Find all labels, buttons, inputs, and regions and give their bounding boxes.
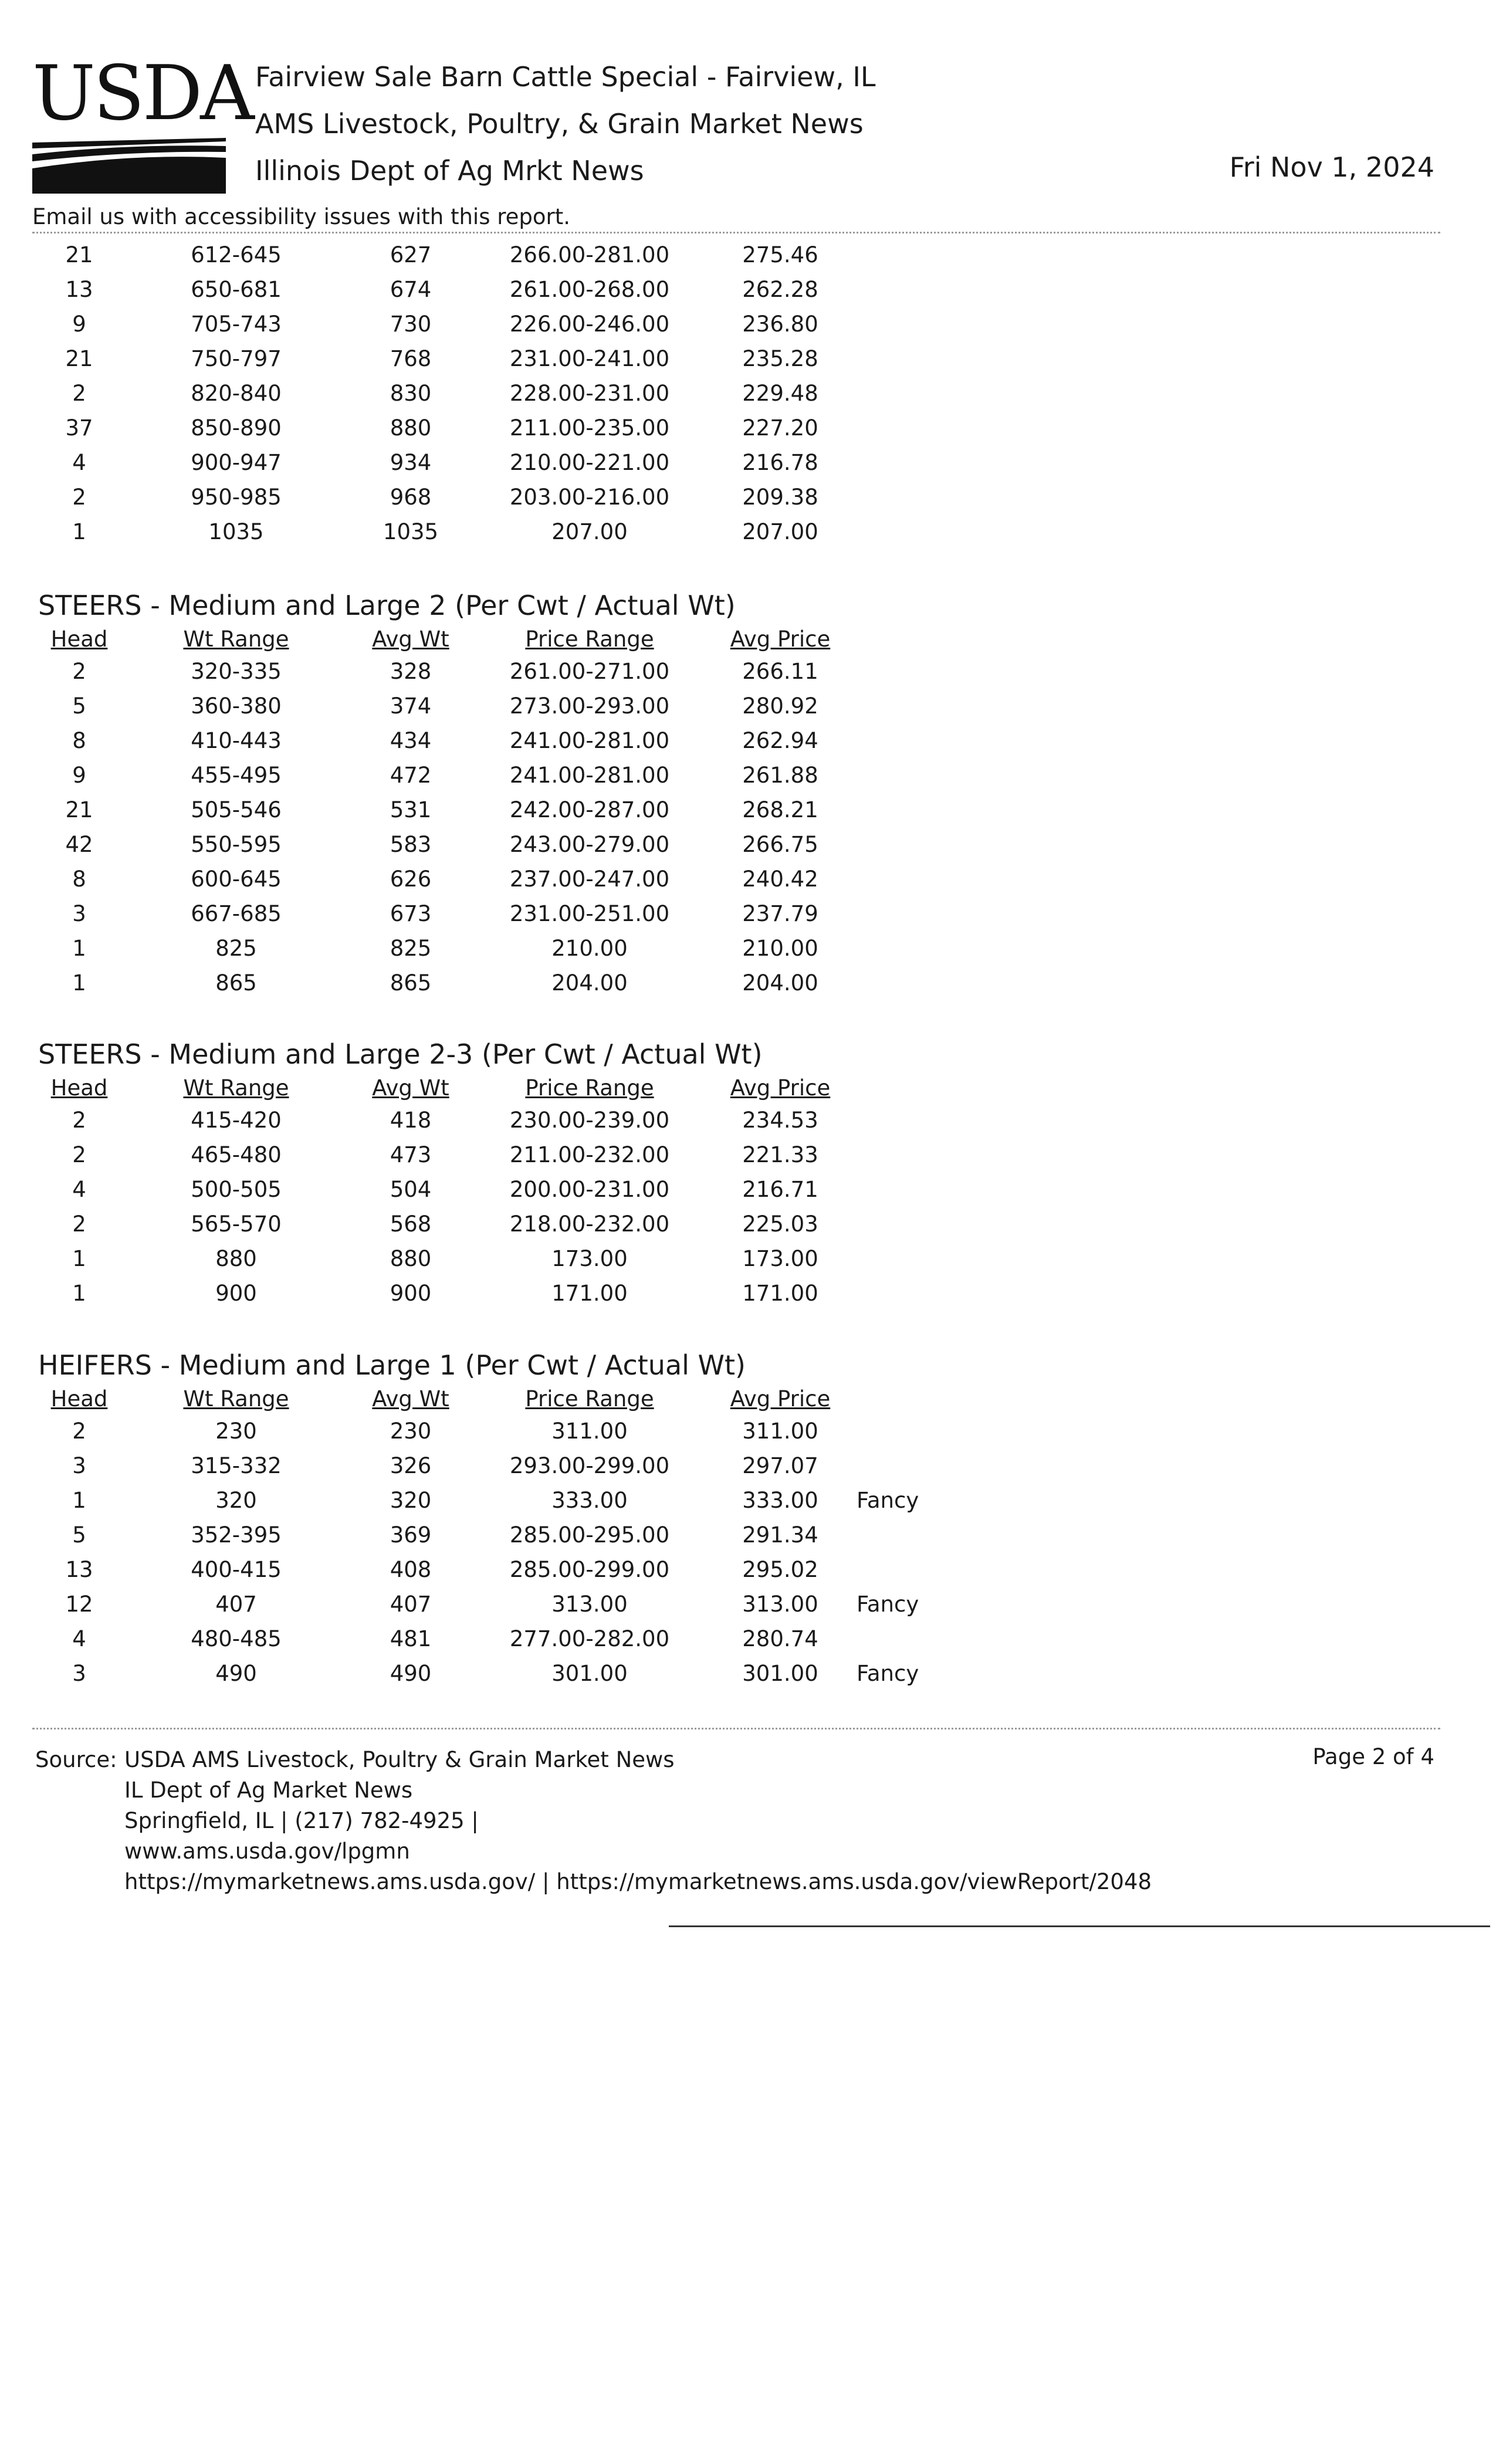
column-header-avg-price: Avg Price xyxy=(730,1386,831,1412)
cell-head: 9 xyxy=(72,312,86,337)
cell-avg-wt: 627 xyxy=(390,242,432,268)
report-office: Illinois Dept of Ag Mrkt News xyxy=(255,155,644,187)
cell-wt-range: 505-546 xyxy=(191,797,282,823)
cell-price-range: 231.00-241.00 xyxy=(509,346,670,371)
cell-price-range: 226.00-246.00 xyxy=(509,312,670,337)
cell-head: 1 xyxy=(72,970,86,996)
cell-avg-wt: 583 xyxy=(390,832,432,857)
cell-avg-wt: 490 xyxy=(390,1661,432,1686)
cell-avg-wt: 504 xyxy=(390,1177,432,1202)
cell-avg-wt: 900 xyxy=(390,1281,432,1306)
cell-price-range: 241.00-281.00 xyxy=(509,763,670,788)
cell-head: 4 xyxy=(72,450,86,475)
cell-avg-price: 240.42 xyxy=(742,867,818,892)
report-agency: AMS Livestock, Poultry, & Grain Market News xyxy=(255,108,864,140)
cell-head: 5 xyxy=(72,1522,86,1548)
cell-wt-range: 750-797 xyxy=(191,346,282,371)
cell-wt-range: 950-985 xyxy=(191,485,282,510)
cell-avg-price: 207.00 xyxy=(742,519,818,544)
cell-avg-price: 333.00 xyxy=(742,1488,818,1513)
cell-price-range: 273.00-293.00 xyxy=(509,693,670,719)
cell-price-range: 211.00-235.00 xyxy=(509,415,670,441)
cell-head: 4 xyxy=(72,1177,86,1202)
cell-avg-wt: 830 xyxy=(390,381,432,406)
cell-wt-range: 705-743 xyxy=(191,312,282,337)
cell-price-range: 277.00-282.00 xyxy=(509,1626,670,1651)
cell-avg-price: 262.94 xyxy=(742,728,818,753)
cell-avg-wt: 568 xyxy=(390,1211,432,1237)
cell-price-range: 228.00-231.00 xyxy=(509,381,670,406)
cell-price-range: 218.00-232.00 xyxy=(509,1211,670,1237)
cell-head: 1 xyxy=(72,1246,86,1271)
cell-avg-wt: 768 xyxy=(390,346,432,371)
accessibility-email-link[interactable]: Email us with accessibility issues with this report. xyxy=(32,204,570,229)
cell-wt-range: 320-335 xyxy=(191,659,282,684)
cell-head: 1 xyxy=(72,1488,86,1513)
cell-grade-note: Fancy xyxy=(857,1592,919,1617)
cell-price-range: 285.00-299.00 xyxy=(509,1557,670,1582)
cell-head: 5 xyxy=(72,693,86,719)
cell-avg-wt: 1035 xyxy=(383,519,439,544)
cell-wt-range: 415-420 xyxy=(191,1108,282,1133)
cell-avg-price: 261.88 xyxy=(742,763,818,788)
cell-wt-range: 550-595 xyxy=(191,832,282,857)
cell-avg-price: 262.28 xyxy=(742,277,818,302)
cell-wt-range: 465-480 xyxy=(191,1142,282,1167)
cell-avg-wt: 865 xyxy=(390,970,432,996)
cell-price-range: 210.00 xyxy=(551,936,628,961)
page-number: Page 2 of 4 xyxy=(1312,1744,1434,1769)
cell-avg-price: 311.00 xyxy=(742,1419,818,1444)
cell-avg-wt: 531 xyxy=(390,797,432,823)
bottom-rule xyxy=(669,1925,1490,1927)
cell-avg-price: 225.03 xyxy=(742,1211,818,1237)
cell-wt-range: 407 xyxy=(215,1592,257,1617)
column-header-price-range: Price Range xyxy=(525,1386,654,1412)
cell-avg-wt: 674 xyxy=(390,277,432,302)
cell-avg-wt: 880 xyxy=(390,1246,432,1271)
cell-avg-wt: 673 xyxy=(390,901,432,926)
cell-avg-wt: 326 xyxy=(390,1453,432,1478)
cell-wt-range: 455-495 xyxy=(191,763,282,788)
cell-head: 21 xyxy=(65,346,93,371)
column-header-avg-price: Avg Price xyxy=(730,627,831,652)
cell-avg-price: 210.00 xyxy=(742,936,818,961)
cell-avg-price: 236.80 xyxy=(742,312,818,337)
column-header-price-range: Price Range xyxy=(525,1075,654,1101)
header-divider xyxy=(32,232,1440,233)
cell-price-range: 230.00-239.00 xyxy=(509,1108,670,1133)
cell-head: 2 xyxy=(72,381,86,406)
cell-head: 37 xyxy=(65,415,93,441)
cell-price-range: 210.00-221.00 xyxy=(509,450,670,475)
cell-avg-price: 266.75 xyxy=(742,832,818,857)
cell-avg-wt: 730 xyxy=(390,312,432,337)
footer-source-line2: IL Dept of Ag Market News xyxy=(124,1778,413,1803)
cell-head: 2 xyxy=(72,1142,86,1167)
column-header-avg-wt: Avg Wt xyxy=(372,1075,449,1101)
footer-report-links[interactable]: https://mymarketnews.ams.usda.gov/ | https://mymarketnews.ams.usda.gov/viewReport/2048 xyxy=(124,1869,1152,1894)
column-header-wt-range: Wt Range xyxy=(183,1075,289,1101)
cell-head: 3 xyxy=(72,901,86,926)
cell-wt-range: 850-890 xyxy=(191,415,282,441)
cell-avg-price: 171.00 xyxy=(742,1281,818,1306)
section-title: STEERS - Medium and Large 2 (Per Cwt / Actual Wt) xyxy=(38,590,736,621)
cell-head: 2 xyxy=(72,1211,86,1237)
cell-avg-wt: 968 xyxy=(390,485,432,510)
cell-avg-price: 268.21 xyxy=(742,797,818,823)
cell-avg-price: 280.74 xyxy=(742,1626,818,1651)
cell-avg-wt: 407 xyxy=(390,1592,432,1617)
cell-head: 1 xyxy=(72,936,86,961)
cell-avg-wt: 434 xyxy=(390,728,432,753)
cell-avg-price: 227.20 xyxy=(742,415,818,441)
cell-avg-price: 216.78 xyxy=(742,450,818,475)
footer-source-line3: Springfield, IL | (217) 782-4925 | xyxy=(124,1808,479,1833)
cell-avg-price: 204.00 xyxy=(742,970,818,996)
cell-price-range: 333.00 xyxy=(551,1488,628,1513)
cell-wt-range: 825 xyxy=(215,936,257,961)
cell-head: 21 xyxy=(65,242,93,268)
cell-avg-price: 209.38 xyxy=(742,485,818,510)
cell-avg-wt: 320 xyxy=(390,1488,432,1513)
cell-price-range: 211.00-232.00 xyxy=(509,1142,670,1167)
cell-price-range: 293.00-299.00 xyxy=(509,1453,670,1478)
column-header-head: Head xyxy=(50,627,108,652)
cell-price-range: 311.00 xyxy=(551,1419,628,1444)
cell-head: 3 xyxy=(72,1453,86,1478)
cell-avg-price: 235.28 xyxy=(742,346,818,371)
cell-avg-price: 229.48 xyxy=(742,381,818,406)
cell-price-range: 241.00-281.00 xyxy=(509,728,670,753)
cell-avg-price: 237.79 xyxy=(742,901,818,926)
cell-wt-range: 900 xyxy=(215,1281,257,1306)
cell-head: 2 xyxy=(72,485,86,510)
cell-avg-price: 313.00 xyxy=(742,1592,818,1617)
cell-head: 21 xyxy=(65,797,93,823)
cell-avg-wt: 473 xyxy=(390,1142,432,1167)
cell-wt-range: 320 xyxy=(215,1488,257,1513)
column-header-wt-range: Wt Range xyxy=(183,627,289,652)
cell-head: 8 xyxy=(72,728,86,753)
cell-wt-range: 865 xyxy=(215,970,257,996)
cell-wt-range: 480-485 xyxy=(191,1626,282,1651)
cell-price-range: 242.00-287.00 xyxy=(509,797,670,823)
cell-price-range: 301.00 xyxy=(551,1661,628,1686)
cell-head: 9 xyxy=(72,763,86,788)
cell-price-range: 243.00-279.00 xyxy=(509,832,670,857)
cell-head: 1 xyxy=(72,1281,86,1306)
cell-head: 2 xyxy=(72,1419,86,1444)
cell-grade-note: Fancy xyxy=(857,1488,919,1513)
cell-head: 3 xyxy=(72,1661,86,1686)
cell-avg-price: 295.02 xyxy=(742,1557,818,1582)
report-title: Fairview Sale Barn Cattle Special - Fairview, IL xyxy=(255,61,876,93)
cell-avg-price: 234.53 xyxy=(742,1108,818,1133)
column-header-head: Head xyxy=(50,1075,108,1101)
cell-wt-range: 820-840 xyxy=(191,381,282,406)
cell-avg-wt: 481 xyxy=(390,1626,432,1651)
cell-head: 8 xyxy=(72,867,86,892)
cell-price-range: 313.00 xyxy=(551,1592,628,1617)
cell-avg-price: 266.11 xyxy=(742,659,818,684)
cell-avg-price: 291.34 xyxy=(742,1522,818,1548)
cell-avg-wt: 472 xyxy=(390,763,432,788)
cell-avg-wt: 328 xyxy=(390,659,432,684)
cell-price-range: 261.00-271.00 xyxy=(509,659,670,684)
column-header-wt-range: Wt Range xyxy=(183,1386,289,1412)
cell-price-range: 266.00-281.00 xyxy=(509,242,670,268)
column-header-price-range: Price Range xyxy=(525,627,654,652)
cell-avg-wt: 374 xyxy=(390,693,432,719)
cell-wt-range: 900-947 xyxy=(191,450,282,475)
column-header-avg-wt: Avg Wt xyxy=(372,627,449,652)
cell-avg-wt: 825 xyxy=(390,936,432,961)
cell-avg-wt: 369 xyxy=(390,1522,432,1548)
cell-avg-price: 221.33 xyxy=(742,1142,818,1167)
cell-avg-wt: 626 xyxy=(390,867,432,892)
cell-head: 42 xyxy=(65,832,93,857)
footer-divider xyxy=(32,1728,1440,1729)
footer-source-line1: USDA AMS Livestock, Poultry & Grain Market News xyxy=(124,1747,675,1772)
report-date: Fri Nov 1, 2024 xyxy=(1229,151,1434,183)
cell-price-range: 237.00-247.00 xyxy=(509,867,670,892)
footer-website-link[interactable]: www.ams.usda.gov/lpgmn xyxy=(124,1839,410,1864)
cell-price-range: 203.00-216.00 xyxy=(509,485,670,510)
cell-avg-wt: 880 xyxy=(390,415,432,441)
usda-logo xyxy=(32,50,252,191)
column-header-avg-wt: Avg Wt xyxy=(372,1386,449,1412)
cell-wt-range: 230 xyxy=(215,1419,257,1444)
section-title: HEIFERS - Medium and Large 1 (Per Cwt / Actual Wt) xyxy=(38,1349,746,1381)
cell-wt-range: 650-681 xyxy=(191,277,282,302)
cell-avg-wt: 408 xyxy=(390,1557,432,1582)
cell-wt-range: 1035 xyxy=(208,519,264,544)
cell-price-range: 231.00-251.00 xyxy=(509,901,670,926)
cell-head: 2 xyxy=(72,1108,86,1133)
cell-price-range: 200.00-231.00 xyxy=(509,1177,670,1202)
column-header-head: Head xyxy=(50,1386,108,1412)
cell-avg-wt: 934 xyxy=(390,450,432,475)
cell-wt-range: 400-415 xyxy=(191,1557,282,1582)
cell-avg-price: 297.07 xyxy=(742,1453,818,1478)
cell-price-range: 261.00-268.00 xyxy=(509,277,670,302)
cell-price-range: 171.00 xyxy=(551,1281,628,1306)
cell-wt-range: 667-685 xyxy=(191,901,282,926)
cell-price-range: 173.00 xyxy=(551,1246,628,1271)
cell-wt-range: 880 xyxy=(215,1246,257,1271)
cell-wt-range: 410-443 xyxy=(191,728,282,753)
cell-avg-price: 275.46 xyxy=(742,242,818,268)
cell-price-range: 204.00 xyxy=(551,970,628,996)
cell-avg-price: 280.92 xyxy=(742,693,818,719)
cell-head: 12 xyxy=(65,1592,93,1617)
cell-wt-range: 612-645 xyxy=(191,242,282,268)
cell-wt-range: 490 xyxy=(215,1661,257,1686)
column-header-avg-price: Avg Price xyxy=(730,1075,831,1101)
usda-logo-text: USDA xyxy=(32,50,252,137)
cell-avg-price: 173.00 xyxy=(742,1246,818,1271)
cell-avg-price: 301.00 xyxy=(742,1661,818,1686)
cell-wt-range: 315-332 xyxy=(191,1453,282,1478)
cell-wt-range: 352-395 xyxy=(191,1522,282,1548)
cell-avg-wt: 418 xyxy=(390,1108,432,1133)
cell-head: 13 xyxy=(65,1557,93,1582)
section-title: STEERS - Medium and Large 2-3 (Per Cwt / Actual Wt) xyxy=(38,1038,763,1070)
cell-wt-range: 600-645 xyxy=(191,867,282,892)
cell-wt-range: 360-380 xyxy=(191,693,282,719)
footer-source-label: Source: xyxy=(35,1747,117,1772)
cell-wt-range: 565-570 xyxy=(191,1211,282,1237)
cell-price-range: 207.00 xyxy=(551,519,628,544)
usda-logo-field-icon xyxy=(32,138,226,194)
cell-head: 2 xyxy=(72,659,86,684)
cell-wt-range: 500-505 xyxy=(191,1177,282,1202)
cell-avg-price: 216.71 xyxy=(742,1177,818,1202)
cell-avg-wt: 230 xyxy=(390,1419,432,1444)
cell-price-range: 285.00-295.00 xyxy=(509,1522,670,1548)
cell-head: 4 xyxy=(72,1626,86,1651)
cell-grade-note: Fancy xyxy=(857,1661,919,1686)
cell-head: 1 xyxy=(72,519,86,544)
cell-head: 13 xyxy=(65,277,93,302)
